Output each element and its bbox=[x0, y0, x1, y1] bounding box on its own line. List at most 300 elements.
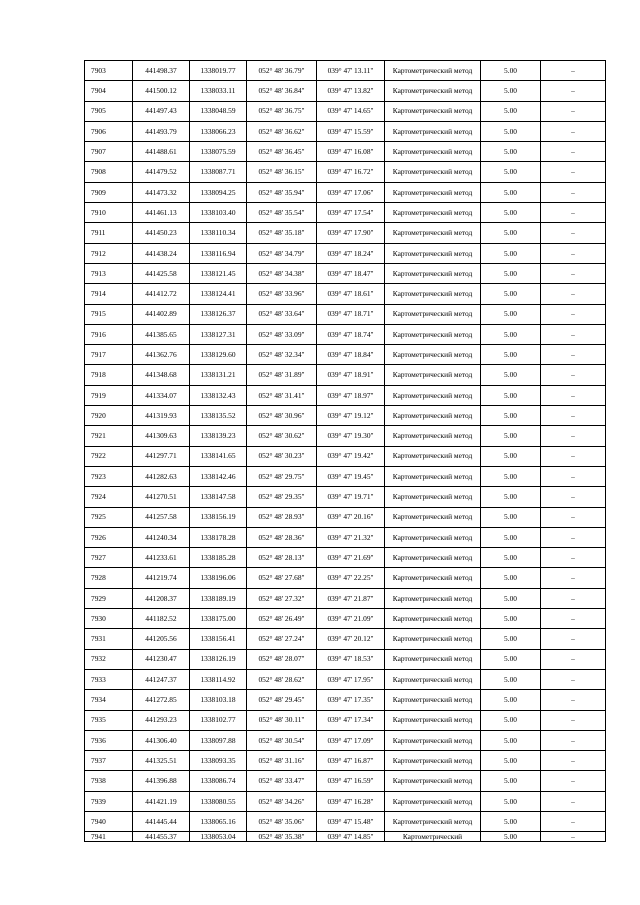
longitude-cell: 039° 47' 18.53" bbox=[317, 649, 385, 669]
x-coordinate-cell: 441498.37 bbox=[133, 61, 190, 81]
table-row bbox=[85, 811, 606, 831]
longitude-cell: 039° 47' 19.30" bbox=[317, 426, 385, 446]
point-number-cell: 7919 bbox=[85, 385, 133, 405]
point-number-cell: 7935 bbox=[85, 710, 133, 730]
x-coordinate-cell: 441219.74 bbox=[133, 568, 190, 588]
point-number-cell: 7922 bbox=[85, 446, 133, 466]
method-cell: Картометрический метод bbox=[385, 649, 481, 669]
table-row bbox=[85, 669, 606, 689]
x-coordinate-cell: 441479.52 bbox=[133, 162, 190, 182]
note-cell: – bbox=[541, 406, 606, 426]
x-coordinate-cell: 441497.43 bbox=[133, 101, 190, 121]
point-number-cell: 7917 bbox=[85, 345, 133, 365]
y-coordinate-cell: 1338065.16 bbox=[190, 811, 247, 831]
longitude-cell: 039° 47' 16.28" bbox=[317, 791, 385, 811]
point-number-cell: 7913 bbox=[85, 263, 133, 283]
x-coordinate-cell: 441348.68 bbox=[133, 365, 190, 385]
note-cell: – bbox=[541, 345, 606, 365]
point-number-cell: 7936 bbox=[85, 730, 133, 750]
y-coordinate-cell: 1338132.43 bbox=[190, 385, 247, 405]
latitude-cell: 052° 48' 33.09" bbox=[247, 324, 317, 344]
note-cell: – bbox=[541, 263, 606, 283]
latitude-cell: 052° 48' 34.26" bbox=[247, 791, 317, 811]
note-cell: – bbox=[541, 142, 606, 162]
y-coordinate-cell: 1338139.23 bbox=[190, 426, 247, 446]
table-row bbox=[85, 588, 606, 608]
latitude-cell: 052° 48' 33.64" bbox=[247, 304, 317, 324]
latitude-cell: 052° 48' 35.38" bbox=[247, 832, 317, 842]
table-row bbox=[85, 751, 606, 771]
method-cell: Картометрический метод bbox=[385, 791, 481, 811]
note-cell: – bbox=[541, 649, 606, 669]
point-number-cell: 7911 bbox=[85, 223, 133, 243]
longitude-cell: 039° 47' 17.34" bbox=[317, 710, 385, 730]
table-row bbox=[85, 568, 606, 588]
latitude-cell: 052° 48' 36.15" bbox=[247, 162, 317, 182]
accuracy-cell: 5.00 bbox=[481, 710, 541, 730]
note-cell: – bbox=[541, 223, 606, 243]
method-cell: Картометрический метод bbox=[385, 568, 481, 588]
longitude-cell: 039° 47' 22.25" bbox=[317, 568, 385, 588]
latitude-cell: 052° 48' 30.54" bbox=[247, 730, 317, 750]
note-cell: – bbox=[541, 730, 606, 750]
note-cell: – bbox=[541, 446, 606, 466]
method-cell: Картометрический метод bbox=[385, 588, 481, 608]
longitude-cell: 039° 47' 16.87" bbox=[317, 751, 385, 771]
longitude-cell: 039° 47' 20.16" bbox=[317, 507, 385, 527]
longitude-cell: 039° 47' 21.32" bbox=[317, 527, 385, 547]
point-number-cell: 7910 bbox=[85, 203, 133, 223]
table-row bbox=[85, 649, 606, 669]
note-cell: – bbox=[541, 487, 606, 507]
y-coordinate-cell: 1338087.71 bbox=[190, 162, 247, 182]
latitude-cell: 052° 48' 28.07" bbox=[247, 649, 317, 669]
table-row bbox=[85, 365, 606, 385]
table-row bbox=[85, 284, 606, 304]
note-cell: – bbox=[541, 304, 606, 324]
longitude-cell: 039° 47' 21.09" bbox=[317, 609, 385, 629]
point-number-cell: 7941 bbox=[85, 832, 133, 842]
longitude-cell: 039° 47' 16.08" bbox=[317, 142, 385, 162]
point-number-cell: 7923 bbox=[85, 466, 133, 486]
longitude-cell: 039° 47' 17.06" bbox=[317, 182, 385, 202]
note-cell: – bbox=[541, 365, 606, 385]
x-coordinate-cell: 441270.51 bbox=[133, 487, 190, 507]
note-cell: – bbox=[541, 710, 606, 730]
longitude-cell: 039° 47' 19.12" bbox=[317, 406, 385, 426]
longitude-cell: 039° 47' 14.85" bbox=[317, 832, 385, 842]
method-cell: Картометрический метод bbox=[385, 730, 481, 750]
longitude-cell: 039° 47' 16.72" bbox=[317, 162, 385, 182]
point-number-cell: 7933 bbox=[85, 669, 133, 689]
method-cell: Картометрический метод bbox=[385, 365, 481, 385]
longitude-cell: 039° 47' 19.71" bbox=[317, 487, 385, 507]
accuracy-cell: 5.00 bbox=[481, 406, 541, 426]
latitude-cell: 052° 48' 32.34" bbox=[247, 345, 317, 365]
longitude-cell: 039° 47' 18.97" bbox=[317, 385, 385, 405]
latitude-cell: 052° 48' 26.49" bbox=[247, 609, 317, 629]
y-coordinate-cell: 1338114.92 bbox=[190, 669, 247, 689]
longitude-cell: 039° 47' 13.11" bbox=[317, 61, 385, 81]
point-number-cell: 7932 bbox=[85, 649, 133, 669]
longitude-cell: 039° 47' 13.82" bbox=[317, 81, 385, 101]
note-cell: – bbox=[541, 791, 606, 811]
latitude-cell: 052° 48' 33.47" bbox=[247, 771, 317, 791]
x-coordinate-cell: 441455.37 bbox=[133, 832, 190, 842]
method-cell: Картометрический метод bbox=[385, 81, 481, 101]
latitude-cell: 052° 48' 36.84" bbox=[247, 81, 317, 101]
table-row bbox=[85, 527, 606, 547]
longitude-cell: 039° 47' 15.59" bbox=[317, 121, 385, 141]
table-row bbox=[85, 466, 606, 486]
x-coordinate-cell: 441412.72 bbox=[133, 284, 190, 304]
table-row bbox=[85, 263, 606, 283]
longitude-cell: 039° 47' 17.95" bbox=[317, 669, 385, 689]
point-number-cell: 7928 bbox=[85, 568, 133, 588]
x-coordinate-cell: 441230.47 bbox=[133, 649, 190, 669]
latitude-cell: 052° 48' 36.75" bbox=[247, 101, 317, 121]
x-coordinate-cell: 441293.23 bbox=[133, 710, 190, 730]
accuracy-cell: 5.00 bbox=[481, 223, 541, 243]
y-coordinate-cell: 1338121.45 bbox=[190, 263, 247, 283]
method-cell: Картометрический метод bbox=[385, 223, 481, 243]
note-cell: – bbox=[541, 548, 606, 568]
x-coordinate-cell: 441488.61 bbox=[133, 142, 190, 162]
x-coordinate-cell: 441325.51 bbox=[133, 751, 190, 771]
y-coordinate-cell: 1338048.59 bbox=[190, 101, 247, 121]
table-row bbox=[85, 406, 606, 426]
longitude-cell: 039° 47' 20.12" bbox=[317, 629, 385, 649]
point-number-cell: 7908 bbox=[85, 162, 133, 182]
note-cell: – bbox=[541, 324, 606, 344]
y-coordinate-cell: 1338080.55 bbox=[190, 791, 247, 811]
latitude-cell: 052° 48' 35.54" bbox=[247, 203, 317, 223]
accuracy-cell: 5.00 bbox=[481, 284, 541, 304]
table-row bbox=[85, 629, 606, 649]
accuracy-cell: 5.00 bbox=[481, 527, 541, 547]
longitude-cell: 039° 47' 18.91" bbox=[317, 365, 385, 385]
method-cell: Картометрический метод bbox=[385, 751, 481, 771]
accuracy-cell: 5.00 bbox=[481, 466, 541, 486]
point-number-cell: 7929 bbox=[85, 588, 133, 608]
table-row bbox=[85, 61, 606, 81]
table-row bbox=[85, 548, 606, 568]
accuracy-cell: 5.00 bbox=[481, 791, 541, 811]
point-number-cell: 7925 bbox=[85, 507, 133, 527]
y-coordinate-cell: 1338093.35 bbox=[190, 751, 247, 771]
table-row bbox=[85, 609, 606, 629]
y-coordinate-cell: 1338103.40 bbox=[190, 203, 247, 223]
method-cell: Картометрический метод bbox=[385, 466, 481, 486]
point-number-cell: 7907 bbox=[85, 142, 133, 162]
method-cell: Картометрический метод bbox=[385, 304, 481, 324]
note-cell: – bbox=[541, 832, 606, 842]
point-number-cell: 7906 bbox=[85, 121, 133, 141]
table-row bbox=[85, 791, 606, 811]
longitude-cell: 039° 47' 18.84" bbox=[317, 345, 385, 365]
longitude-cell: 039° 47' 18.24" bbox=[317, 243, 385, 263]
point-number-cell: 7914 bbox=[85, 284, 133, 304]
note-cell: – bbox=[541, 385, 606, 405]
method-cell: Картометрический метод bbox=[385, 710, 481, 730]
accuracy-cell: 5.00 bbox=[481, 365, 541, 385]
point-number-cell: 7931 bbox=[85, 629, 133, 649]
accuracy-cell: 5.00 bbox=[481, 629, 541, 649]
x-coordinate-cell: 441272.85 bbox=[133, 690, 190, 710]
y-coordinate-cell: 1338141.65 bbox=[190, 446, 247, 466]
x-coordinate-cell: 441247.37 bbox=[133, 669, 190, 689]
y-coordinate-cell: 1338129.60 bbox=[190, 345, 247, 365]
y-coordinate-cell: 1338116.94 bbox=[190, 243, 247, 263]
x-coordinate-cell: 441362.76 bbox=[133, 345, 190, 365]
accuracy-cell: 5.00 bbox=[481, 548, 541, 568]
latitude-cell: 052° 48' 35.94" bbox=[247, 182, 317, 202]
accuracy-cell: 5.00 bbox=[481, 203, 541, 223]
y-coordinate-cell: 1338075.59 bbox=[190, 142, 247, 162]
x-coordinate-cell: 441334.07 bbox=[133, 385, 190, 405]
note-cell: – bbox=[541, 182, 606, 202]
method-cell: Картометрический метод bbox=[385, 426, 481, 446]
table-row bbox=[85, 203, 606, 223]
method-cell: Картометрический метод bbox=[385, 507, 481, 527]
accuracy-cell: 5.00 bbox=[481, 446, 541, 466]
latitude-cell: 052° 48' 36.45" bbox=[247, 142, 317, 162]
y-coordinate-cell: 1338156.19 bbox=[190, 507, 247, 527]
y-coordinate-cell: 1338175.00 bbox=[190, 609, 247, 629]
point-number-cell: 7915 bbox=[85, 304, 133, 324]
y-coordinate-cell: 1338110.34 bbox=[190, 223, 247, 243]
latitude-cell: 052° 48' 35.06" bbox=[247, 811, 317, 831]
point-number-cell: 7934 bbox=[85, 690, 133, 710]
y-coordinate-cell: 1338156.41 bbox=[190, 629, 247, 649]
latitude-cell: 052° 48' 28.93" bbox=[247, 507, 317, 527]
point-number-cell: 7920 bbox=[85, 406, 133, 426]
latitude-cell: 052° 48' 30.62" bbox=[247, 426, 317, 446]
method-cell: Картометрический метод bbox=[385, 162, 481, 182]
accuracy-cell: 5.00 bbox=[481, 61, 541, 81]
latitude-cell: 052° 48' 28.36" bbox=[247, 527, 317, 547]
x-coordinate-cell: 441421.19 bbox=[133, 791, 190, 811]
table-row bbox=[85, 771, 606, 791]
longitude-cell: 039° 47' 17.54" bbox=[317, 203, 385, 223]
note-cell: – bbox=[541, 527, 606, 547]
table-body bbox=[85, 61, 606, 842]
method-cell: Картометрический метод bbox=[385, 203, 481, 223]
point-number-cell: 7930 bbox=[85, 609, 133, 629]
accuracy-cell: 5.00 bbox=[481, 690, 541, 710]
table-row bbox=[85, 832, 606, 842]
method-cell: Картометрический метод bbox=[385, 182, 481, 202]
longitude-cell: 039° 47' 16.59" bbox=[317, 771, 385, 791]
y-coordinate-cell: 1338102.77 bbox=[190, 710, 247, 730]
note-cell: – bbox=[541, 466, 606, 486]
accuracy-cell: 5.00 bbox=[481, 771, 541, 791]
x-coordinate-cell: 441450.23 bbox=[133, 223, 190, 243]
note-cell: – bbox=[541, 61, 606, 81]
longitude-cell: 039° 47' 17.09" bbox=[317, 730, 385, 750]
table-row bbox=[85, 385, 606, 405]
latitude-cell: 052° 48' 31.89" bbox=[247, 365, 317, 385]
accuracy-cell: 5.00 bbox=[481, 243, 541, 263]
accuracy-cell: 5.00 bbox=[481, 121, 541, 141]
method-cell: Картометрический метод bbox=[385, 263, 481, 283]
table-row bbox=[85, 426, 606, 446]
accuracy-cell: 5.00 bbox=[481, 568, 541, 588]
x-coordinate-cell: 441438.24 bbox=[133, 243, 190, 263]
note-cell: – bbox=[541, 669, 606, 689]
accuracy-cell: 5.00 bbox=[481, 609, 541, 629]
longitude-cell: 039° 47' 18.71" bbox=[317, 304, 385, 324]
method-cell: Картометрический метод bbox=[385, 284, 481, 304]
x-coordinate-cell: 441297.71 bbox=[133, 446, 190, 466]
point-number-cell: 7904 bbox=[85, 81, 133, 101]
accuracy-cell: 5.00 bbox=[481, 669, 541, 689]
y-coordinate-cell: 1338196.06 bbox=[190, 568, 247, 588]
note-cell: – bbox=[541, 568, 606, 588]
accuracy-cell: 5.00 bbox=[481, 487, 541, 507]
y-coordinate-cell: 1338066.23 bbox=[190, 121, 247, 141]
method-cell: Картометрический метод bbox=[385, 324, 481, 344]
latitude-cell: 052° 48' 27.32" bbox=[247, 588, 317, 608]
accuracy-cell: 5.00 bbox=[481, 426, 541, 446]
latitude-cell: 052° 48' 28.13" bbox=[247, 548, 317, 568]
point-number-cell: 7918 bbox=[85, 365, 133, 385]
y-coordinate-cell: 1338131.21 bbox=[190, 365, 247, 385]
y-coordinate-cell: 1338094.25 bbox=[190, 182, 247, 202]
longitude-cell: 039° 47' 18.74" bbox=[317, 324, 385, 344]
latitude-cell: 052° 48' 35.18" bbox=[247, 223, 317, 243]
table-row bbox=[85, 121, 606, 141]
point-number-cell: 7905 bbox=[85, 101, 133, 121]
table-row bbox=[85, 690, 606, 710]
x-coordinate-cell: 441473.32 bbox=[133, 182, 190, 202]
latitude-cell: 052° 48' 30.23" bbox=[247, 446, 317, 466]
accuracy-cell: 5.00 bbox=[481, 588, 541, 608]
longitude-cell: 039° 47' 21.87" bbox=[317, 588, 385, 608]
table-row bbox=[85, 304, 606, 324]
x-coordinate-cell: 441402.89 bbox=[133, 304, 190, 324]
y-coordinate-cell: 1338019.77 bbox=[190, 61, 247, 81]
note-cell: – bbox=[541, 771, 606, 791]
table-row bbox=[85, 710, 606, 730]
point-number-cell: 7909 bbox=[85, 182, 133, 202]
y-coordinate-cell: 1338178.28 bbox=[190, 527, 247, 547]
table-row bbox=[85, 142, 606, 162]
note-cell: – bbox=[541, 243, 606, 263]
method-cell: Картометрический метод bbox=[385, 771, 481, 791]
note-cell: – bbox=[541, 751, 606, 771]
x-coordinate-cell: 441205.56 bbox=[133, 629, 190, 649]
accuracy-cell: 5.00 bbox=[481, 832, 541, 842]
latitude-cell: 052° 48' 34.79" bbox=[247, 243, 317, 263]
x-coordinate-cell: 441493.79 bbox=[133, 121, 190, 141]
longitude-cell: 039° 47' 17.90" bbox=[317, 223, 385, 243]
latitude-cell: 052° 48' 27.68" bbox=[247, 568, 317, 588]
y-coordinate-cell: 1338033.11 bbox=[190, 81, 247, 101]
accuracy-cell: 5.00 bbox=[481, 324, 541, 344]
accuracy-cell: 5.00 bbox=[481, 101, 541, 121]
table-row bbox=[85, 243, 606, 263]
accuracy-cell: 5.00 bbox=[481, 162, 541, 182]
accuracy-cell: 5.00 bbox=[481, 81, 541, 101]
method-cell: Картометрический метод bbox=[385, 609, 481, 629]
note-cell: – bbox=[541, 507, 606, 527]
longitude-cell: 039° 47' 18.47" bbox=[317, 263, 385, 283]
accuracy-cell: 5.00 bbox=[481, 649, 541, 669]
y-coordinate-cell: 1338185.28 bbox=[190, 548, 247, 568]
latitude-cell: 052° 48' 30.96" bbox=[247, 406, 317, 426]
table-row bbox=[85, 324, 606, 344]
accuracy-cell: 5.00 bbox=[481, 263, 541, 283]
y-coordinate-cell: 1338127.31 bbox=[190, 324, 247, 344]
y-coordinate-cell: 1338097.88 bbox=[190, 730, 247, 750]
y-coordinate-cell: 1338126.37 bbox=[190, 304, 247, 324]
longitude-cell: 039° 47' 19.42" bbox=[317, 446, 385, 466]
point-number-cell: 7926 bbox=[85, 527, 133, 547]
point-number-cell: 7939 bbox=[85, 791, 133, 811]
latitude-cell: 052° 48' 29.75" bbox=[247, 466, 317, 486]
method-cell: Картометрический метод bbox=[385, 548, 481, 568]
longitude-cell: 039° 47' 17.35" bbox=[317, 690, 385, 710]
point-number-cell: 7903 bbox=[85, 61, 133, 81]
x-coordinate-cell: 441257.58 bbox=[133, 507, 190, 527]
method-cell: Картометрический метод bbox=[385, 690, 481, 710]
method-cell: Картометрический метод bbox=[385, 629, 481, 649]
latitude-cell: 052° 48' 36.79" bbox=[247, 61, 317, 81]
x-coordinate-cell: 441182.52 bbox=[133, 609, 190, 629]
method-cell: Картометрический bbox=[385, 832, 481, 842]
longitude-cell: 039° 47' 15.48" bbox=[317, 811, 385, 831]
x-coordinate-cell: 441445.44 bbox=[133, 811, 190, 831]
y-coordinate-cell: 1338126.19 bbox=[190, 649, 247, 669]
latitude-cell: 052° 48' 31.41" bbox=[247, 385, 317, 405]
note-cell: – bbox=[541, 811, 606, 831]
table-row bbox=[85, 730, 606, 750]
longitude-cell: 039° 47' 19.45" bbox=[317, 466, 385, 486]
note-cell: – bbox=[541, 101, 606, 121]
accuracy-cell: 5.00 bbox=[481, 507, 541, 527]
method-cell: Картометрический метод bbox=[385, 446, 481, 466]
x-coordinate-cell: 441396.88 bbox=[133, 771, 190, 791]
accuracy-cell: 5.00 bbox=[481, 730, 541, 750]
y-coordinate-cell: 1338135.52 bbox=[190, 406, 247, 426]
latitude-cell: 052° 48' 34.38" bbox=[247, 263, 317, 283]
latitude-cell: 052° 48' 29.45" bbox=[247, 690, 317, 710]
note-cell: – bbox=[541, 690, 606, 710]
accuracy-cell: 5.00 bbox=[481, 811, 541, 831]
x-coordinate-cell: 441425.58 bbox=[133, 263, 190, 283]
note-cell: – bbox=[541, 588, 606, 608]
x-coordinate-cell: 441319.93 bbox=[133, 406, 190, 426]
table-row bbox=[85, 162, 606, 182]
latitude-cell: 052° 48' 29.35" bbox=[247, 487, 317, 507]
y-coordinate-cell: 1338142.46 bbox=[190, 466, 247, 486]
method-cell: Картометрический метод bbox=[385, 101, 481, 121]
point-number-cell: 7927 bbox=[85, 548, 133, 568]
longitude-cell: 039° 47' 18.61" bbox=[317, 284, 385, 304]
method-cell: Картометрический метод bbox=[385, 527, 481, 547]
method-cell: Картометрический метод bbox=[385, 385, 481, 405]
accuracy-cell: 5.00 bbox=[481, 751, 541, 771]
accuracy-cell: 5.00 bbox=[481, 142, 541, 162]
y-coordinate-cell: 1338103.18 bbox=[190, 690, 247, 710]
latitude-cell: 052° 48' 28.62" bbox=[247, 669, 317, 689]
x-coordinate-cell: 441500.12 bbox=[133, 81, 190, 101]
method-cell: Картометрический метод bbox=[385, 811, 481, 831]
latitude-cell: 052° 48' 30.11" bbox=[247, 710, 317, 730]
method-cell: Картометрический метод bbox=[385, 487, 481, 507]
table-row bbox=[85, 487, 606, 507]
